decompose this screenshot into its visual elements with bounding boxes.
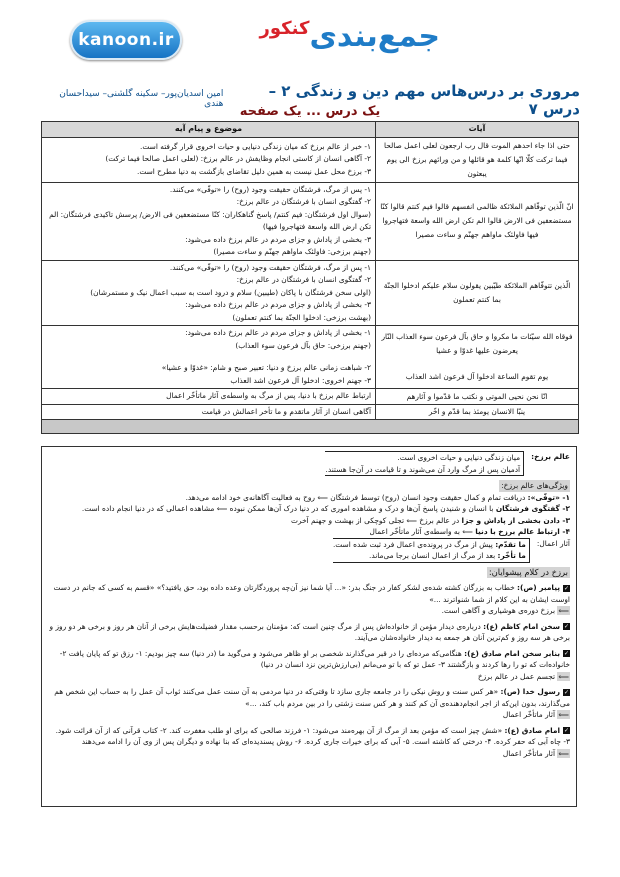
feature-item (48, 503, 570, 515)
leaders-title: برزخ در کلام پیشوایان: (488, 566, 568, 577)
ayat-cell (376, 182, 579, 260)
athar-line (333, 539, 526, 551)
athar-term: ما تأخّر: (497, 551, 526, 560)
leader-result: برزخ دوره‌ی هوشیاری و آگاهی است. (441, 606, 556, 615)
feature-title: ۴- ارتباط عالم برزخ با دنیا (475, 527, 570, 536)
leader-quote (48, 648, 570, 683)
leader-name: امام صادق (ع): (504, 725, 560, 735)
topic-line: ۱- پس از مرگ، فرشتگان حقیقت وجود (روح) را «توفّی» می‌کنند. (169, 184, 371, 194)
table-row (42, 260, 579, 326)
topic-line: (جهنم برزخی: فاولئک ماواهم جهنّم و ساءت مصیرا) (213, 247, 371, 256)
checkbox-icon: ✓ (563, 623, 570, 630)
ayah-text: الّذین تتوفّاهم الملائکة طیّبین یقولون سلام علیکم ادخلوا الجنّة بما کنتم تعملون (383, 280, 571, 304)
logo-accent-text: کنکور (259, 18, 310, 39)
barzakh-bracket (325, 451, 524, 476)
athar-term: ما تقدّم: (495, 539, 526, 549)
ayat-table (41, 121, 579, 434)
table-spacer-row (42, 420, 579, 434)
feature-item (48, 515, 570, 527)
spacer-cell (42, 420, 579, 434)
leader-quote (48, 582, 570, 617)
leader-name: رسول خدا (ص): (500, 687, 560, 696)
checkbox-icon: ✓ (563, 650, 570, 657)
topic-line: ۳- بخشی از پاداش و جزای مردم در عالم برزخ داده می‌شود: (185, 300, 371, 309)
topic-line: ۳- جهنم اخروی: ادخلوا آل فرعون اشد العذاب (230, 375, 371, 385)
ayah-text: ینبّا الانسان یومئذ بما قدّم و اخّر (428, 407, 526, 417)
table-row (42, 389, 579, 405)
kanoon-logo[interactable] (70, 20, 182, 60)
table-row (42, 137, 579, 182)
ayah-text: انّا نحن نحیی الموتی و نکتب ما قدّموا و آثارهم (406, 391, 548, 401)
page-title: مروری بر درس‌هاس مهم دین و زندگی ۲ – درس ۷ (268, 82, 580, 118)
leader-text: «هر کس سنت و روش نیکی را در جامعه جاری سازد تا وقتی‌که در دنیا مردمی به آن سنت عمل می‌کنند ثواب آن عمل را به حساب این شخص هم می‌گذارند، بدون این‌که از اجر انجام‌دهنده‌ی آن کم کنند و هر کس سنت زشتی را در بین مردم باب کند، ...» (54, 687, 570, 708)
jambandi-konkur-logo (260, 18, 441, 56)
topic-cell (42, 404, 376, 420)
feature-item (48, 492, 570, 504)
table-header-row (42, 122, 579, 138)
implies-arrow-icon: ⟸ (558, 710, 569, 719)
table-row (42, 182, 579, 260)
topic-line: (جهنم برزخی: حاق بآل فرعون سوء العذاب) (235, 340, 371, 350)
athar-line (333, 550, 526, 562)
leader-quote (48, 686, 570, 721)
ayat-cell (376, 326, 579, 389)
header-topic: موضوع و پیام آیه (42, 122, 376, 138)
ayah-text: حتی اذا جاء احدهم الموت قال رب ارجعون لعلی اعمل صالحا فیما ترکت کلّا انّها کلمة هو قائلها و من ورائهم برزخ الی یوم یبعثون (383, 140, 571, 178)
implies-arrow-icon: ⟸ (558, 671, 569, 681)
topic-line: آگاهی انسان از آثار ماتقدم و ما تأخر اعمالش در قیامت (201, 406, 371, 416)
leader-result: آثار ماتأخّر اعمال (502, 748, 556, 758)
feature-text: دریافت تمام و کمال حقیقت وجود انسان (روح) توسط فرشتگان ⟸ روح به فعالیت آگاهانه‌ی خود ادامه می‌دهد. (185, 492, 528, 502)
topic-cell (42, 137, 376, 182)
header-ayat: آیات (376, 122, 579, 138)
page-header (0, 0, 620, 80)
topic-line: ۱- بخشی از پاداش و جزای مردم در عالم برزخ داده می‌شود: (185, 328, 371, 337)
barzakh-label: عالم برزخ: (531, 452, 570, 461)
topic-line: ۲- گفتگوی انسان با فرشتگان در عالم برزخ: (236, 275, 371, 284)
leader-quote (48, 621, 570, 644)
feature-text: با انسان و شنیدن پاسخ آن‌ها و درک و مشاهده اموری که در دنیا درک آن‌ها ممکن نبوده ⟸ مشاهده اعمالی که در دنیا انجام داده است. (81, 504, 496, 513)
topic-line: ۳- بخشی از پاداش و جزای مردم در عالم برزخ داده می‌شود: (185, 234, 371, 244)
feature-title: ۳- دادن بخشی از پاداش و جزا (461, 515, 570, 525)
feature-title: ۱- «توفّی»: (527, 492, 570, 502)
barzakh-line: آدمیان پس از مرگ وارد آن می‌شوند و تا قیامت در آن‌جا هستند. (325, 464, 521, 474)
topic-line: ۱- پس از مرگ، فرشتگان حقیقت وجود (روح) را «توفّی» می‌کنند. (169, 262, 371, 272)
feature-text: در عالم برزخ ⟸ تجلی کوچکی از بهشت و جهنم آخرت (291, 515, 462, 525)
topic-line: ۳- برزخ محل عمل نیست به همین دلیل تقاضای بازگشت به دنیا مطرح است. (136, 166, 371, 176)
leader-text: درباره‌ی دیدار مؤمن از خانواده‌اش پس از مرگ چنین است که: مؤمنان برحسب مقدار فضیلت‌هایش برخی از آنان هر روز و برخی هر دو روز و برخی هر سه روز و کم‌ترین آنان هر جمعه به دیدار خانواده‌شان می‌آیند. (49, 621, 570, 642)
ayat-cell (376, 260, 579, 326)
barzakh-line: میان زندگی دنیایی و حیات اخروی است. (397, 453, 521, 462)
leaders-list (48, 582, 570, 759)
topic-cell (42, 182, 376, 260)
kanoon-logo-text: kanoon.ir (78, 30, 174, 50)
topic-cell (42, 326, 376, 389)
athar-text: پیش از مرگ در پرونده‌ی اعمال فرد ثبت شده است. (332, 539, 496, 549)
feature-text: ⟸ به واسطه‌ی آثار ماتأخّر اعمال (369, 527, 476, 536)
implies-arrow-icon: ⟸ (558, 606, 569, 615)
logo-main-text: جمع‌بندی (309, 19, 440, 54)
ayah-text: انّ الّذین توفّاهم الملائکة ظالمی انفسهم قالوا فیم کنتم قالوا کنّا مستضعفین فی الارض قالوا الم تکن ارض الله واسعة فتهاجروا فیها فاولئک ماواهم جهنّم و ساءت مصیرا (380, 202, 574, 239)
summary-box (41, 446, 577, 807)
topic-line: ۲- گفتگوی انسان با فرشتگان در عالم برزخ: (236, 197, 371, 206)
athar-bracket (333, 538, 530, 563)
leader-name: بنابر سخن امام صادق (ع): (464, 648, 560, 658)
table-row (42, 326, 579, 389)
ayah-text: فوقاه الله سیّئات ما مکروا و حاق بآل فرعون سوء العذاب النّار یعرضون علیها غدوّا و عشیا (381, 332, 573, 355)
checkbox-icon: ✓ (563, 584, 570, 592)
leader-text: خطاب به بزرگان کشته شده‌ی لشکر کفار در جنگ بدر: «... آیا شما نیز آن‌چه پروردگارتان وعده داده بود، حق یافتید؟» «قسم به کسی که جانم در دست اوست ایشان به این کلام از شما شنواترند ...» (53, 583, 570, 604)
leader-quote (48, 725, 570, 760)
athar-label: آثار اعمال: (536, 538, 570, 548)
topic-line: (اولی سخن فرشتگان با پاکان (طیبین) سلام و درود است به سبب اعمال نیک و مستمرشان) (90, 287, 371, 297)
leader-result: آثار ماتأخّر اعمال (502, 710, 556, 719)
checkbox-icon: ✓ (563, 688, 570, 696)
topic-line: (بهشت برزخی: ادخلوا الجنّة بما کنتم تعملون) (232, 312, 371, 322)
ayat-cell (376, 137, 579, 182)
checkbox-icon: ✓ (563, 727, 570, 734)
leader-name: سخن امام کاظم (ع): (483, 621, 560, 631)
topic-line: ۲- شباهت زمانی عالم برزخ و دنیا: تعبیر صبح و شام: «غدوّا و عشیا» (161, 363, 371, 372)
ayat-cell (376, 389, 579, 405)
topic-line: ۲- آگاهی انسان از کاستی انجام وظایفش در عالم برزخ: (لعلی اعمل صالحا فیما ترکت) (105, 154, 371, 164)
features-title: ویژگی‌های عالم برزخ: (501, 481, 568, 490)
athar-definition (48, 538, 570, 563)
implies-arrow-icon: ⟸ (558, 748, 569, 758)
ayat-cell (376, 404, 579, 420)
table-row (42, 404, 579, 420)
leader-text: هنگامی‌که مرده‌ای را در قبر می‌گذارند شخصی بر او ظاهر می‌شود و می‌گوید ما (در دنیا) سه چیز بودیم: ۱- رزق تو که پایان یافت ۲- خانواده‌ات که تو را رها کردند و بازگشتند ۳- عمل تو که با تو می‌مانم (بی‌ارزش‌ترین نزد انسان در دنیا) (59, 648, 570, 669)
leader-result: تجسم عمل در عالم برزخ (477, 671, 556, 681)
athar-text: بعد از مرگ از اعمال انسان برجا می‌ماند. (368, 551, 498, 560)
feature-title: ۲- گفتگوی فرشتگان (495, 504, 570, 513)
topic-line: (سوال اول فرشتگان: فیم کنتم/ پاسخ گناهکاران: کنّا مستضعفین فی الارض/ پرسش تاکیدی فرشتگان: الم تکن ارض الله واسعة فتهاجروا فیها) (49, 209, 371, 231)
topic-line: ۱- خبر از عالم برزخ که میان زندگی دنیایی و حیات اخروی قرار گرفته است. (140, 141, 371, 151)
topic-cell (42, 260, 376, 326)
leader-text: «شش چیز است که مؤمن بعد از مرگ از آن بهره‌مند می‌شود: ۱- فرزند صالحی که برای او طلب مغفرت کند. ۲- کتاب قرآنی که از آن قرائت شود. ۳- چاه آبی که حفر کرده. ۴- درختی که کاشته است. ۵- آبی که برای خیرات جاری کرده. ۶- روش پسندیده‌ای که بنا نهاده و دیگران پس از وی آن را ادامه می‌دهند (55, 725, 570, 746)
leader-name: پیامبر (ص): (517, 583, 560, 592)
page-subtitle: یک درس ... یک صفحه (239, 104, 381, 119)
barzakh-definition (48, 451, 570, 476)
topic-cell (42, 389, 376, 405)
authors: امین اسدیان‌پور– سکینه گلشنی– سیداحسان هندی (59, 89, 224, 109)
topic-line: ارتباط عالم برزخ با دنیا، پس از مرگ به واسطه‌ی آثار ماتأخّر اعمال (166, 391, 371, 400)
features-list (48, 492, 570, 538)
feature-item (48, 526, 570, 538)
ayah-text: یوم تقوم الساعة ادخلوا آل فرعون اشد العذاب (405, 372, 549, 381)
